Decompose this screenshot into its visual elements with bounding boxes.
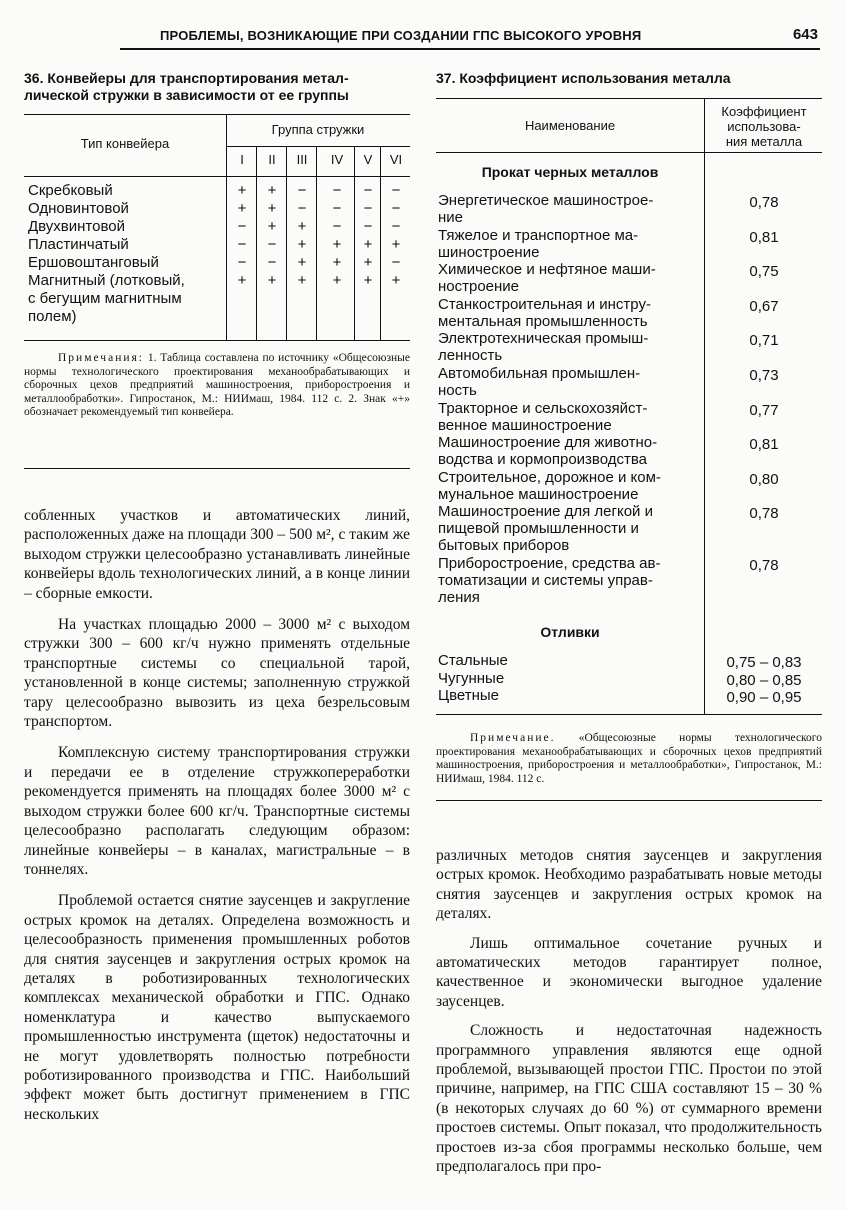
left-column-text [24, 506, 410, 1136]
table36-row-name: Двухвинтовой [28, 218, 125, 235]
table36-mark: + [237, 182, 247, 199]
table37-row-name: Стальные [438, 652, 508, 669]
table37-row-name: мунальное машиностроение [438, 485, 639, 503]
table37-row-value: 0,80 [749, 470, 779, 488]
table37-row-value: 0,75 [749, 263, 779, 281]
table36-row-name: полем) [28, 308, 77, 325]
table37-col-name: Наименование [524, 118, 616, 133]
table36-mark: − [237, 218, 247, 235]
table36-group-header: IV [330, 152, 344, 167]
table36-mark: + [332, 254, 342, 271]
table37-row-name: Цветные [438, 687, 500, 704]
table37-note-text: «Общесоюзные нормы технологического проектирования механообрабатывающих и сборочных цехов предприятий машиностроения, приборостроения и металлообработки», Гипростанок, М.: НИИмаш, 1984. 112 с. [436, 732, 822, 785]
table37-row-name: Тяжелое и транспортное ма- [438, 226, 639, 244]
table36-mark: + [297, 218, 307, 235]
table36-mark: − [391, 254, 401, 271]
running-header-title: ПРОБЛЕМЫ, ВОЗНИКАЮЩИЕ ПРИ СОЗДАНИИ ГПС ВЫСОКОГО УРОВНЯ [160, 28, 642, 43]
table37-row-value: 0,81 [749, 228, 779, 246]
table36-row-name: Ершовоштанговый [28, 254, 159, 271]
table37-row-name: ментальная промышленность [438, 312, 648, 330]
table36-note-label: Примечания: [58, 352, 144, 364]
table36-group-header: I [240, 152, 244, 167]
table36-mark: + [267, 182, 277, 199]
page-number: 643 [792, 26, 818, 43]
table37-row-value: 0,78 [749, 557, 779, 574]
table36-mark: + [297, 254, 307, 271]
table37-row-name: ность [438, 382, 477, 399]
table36-mark: + [363, 236, 373, 253]
table36-mark: − [237, 254, 247, 271]
right-paragraph-3: Сложность и недостаточная надежность программного управления являются еще одной проблемой, вызывающей простои ГПС. Простои по этой причине, например, на ГПС США составляют 15 – 30 % (в некоторых случаях до 60 %) от суммарного времени простоев системы. Опыт показал, что продолжительность простоев из-за сбоя программы несколько больше, чем предполагалось при про- [436, 1022, 822, 1176]
table37-row-name: Энергетическое машинострое- [438, 192, 654, 209]
table36-caption-line1: 36. Конвейеры для транспортирования метал- [24, 70, 349, 86]
left-paragraph-3: Комплексную систему транспортирования стружки и передачи ее в отделение стружкопереработки рекомендуется применять на площадях более 3000 м² с выходом стружки более 600 кг/ч. Транспортные системы целесообразно располагать следующим образом: линейные конвейеры – в каналах, магистральные – в тоннелях. [24, 744, 410, 878]
table36-row-name: Пластинчатый [28, 236, 129, 253]
table37-note [436, 732, 822, 786]
table36 [24, 114, 410, 344]
table37-row-name: пищевой промышленности и [438, 520, 639, 538]
table36-mark: + [297, 236, 307, 253]
table36-mark: − [237, 236, 247, 253]
table36-row-name: Магнитный (лотковый, [28, 272, 185, 289]
table37-row-name: бытовых приборов [438, 537, 570, 555]
table36-row-name: с бегущим магнитным [28, 290, 182, 307]
table37-row-name: Машиностроение для животно- [438, 434, 658, 452]
table37-row-name: ностроение [438, 278, 520, 296]
table37-row-value: 0,90 – 0,95 [726, 689, 802, 706]
table36-group-header: V [363, 152, 373, 167]
table37-row-name: венное машиностроение [438, 416, 612, 434]
table36-mark: − [267, 236, 277, 253]
table37-caption: 37. Коэффициент использования металла [436, 70, 731, 86]
table36-mark: + [237, 200, 247, 217]
table37-row-value: 0,80 – 0,85 [726, 671, 802, 689]
table36-mark: + [391, 236, 401, 253]
table37-row-name: Тракторное и сельскохозяйст- [438, 399, 648, 417]
table36-mark: − [332, 218, 342, 235]
table36-bottom-rule [24, 468, 410, 469]
table36-mark: + [363, 272, 373, 289]
table37-row-name: ние [438, 209, 464, 226]
table37-row-name: ленность [438, 347, 503, 365]
table36-mark: + [363, 254, 373, 271]
table36-mark: − [332, 200, 342, 217]
table36-mark: − [267, 254, 277, 271]
table36-group-header: III [296, 152, 308, 167]
table36-group-header: II [268, 152, 276, 167]
right-paragraph-1: различных методов снятия заусенцев и закругления острых кромок. Необходимо разрабатывать новые методы снятия заусенцев и закругления острых кромок на деталях. [436, 847, 822, 923]
table37-row-name: водства и кормопроизводства [438, 451, 648, 469]
table36-mark: − [332, 182, 342, 199]
table36-mark: + [391, 272, 401, 289]
table36-mark: − [363, 182, 373, 199]
table36-mark: − [297, 200, 307, 217]
table36-mark: + [297, 272, 307, 289]
table36-mark: + [267, 272, 277, 289]
left-paragraph-4: Проблемой остается снятие заусенцев и закругление острых кромок на деталях. Определена возможность и целесообразность применения промышленных роботов для снятия заусенцев и закругления острых кромок на деталях в роботизированных технологических комплексах механической обработки и ГПС. Однако номенклатура и качество выпускаемого промышленностью инструмента (щеток) недостаточны и не могут удовлетворять полностью потребности роботизированного производства и ГПС. Наибольший эффект может быть достигнут применением в ГПС нескольких [24, 892, 410, 1123]
table37-row-value: 0,81 [749, 436, 779, 454]
table37-row-name: Электротехническая промыш- [438, 330, 649, 348]
table37-row-name: ления [438, 589, 480, 606]
right-column-text [436, 846, 822, 1187]
table36-mark: + [332, 236, 342, 253]
left-paragraph-1: собленных участков и автоматических линий, расположенных даже на площади 300 – 500 м², с таким же выходом стружки целесообразно устанавливать линейные конвейеры вдоль технологических линий, а в конце линии – сборные емкости. [24, 507, 410, 602]
table37-section-rolled: Прокат черных металлов [481, 164, 659, 180]
table36-mark: + [267, 218, 277, 235]
table36-group-header: VI [389, 152, 403, 167]
table37-row-value: 0,78 [749, 194, 779, 211]
table37-row-name: Чугунные [438, 669, 505, 687]
table37-row-name: Автомобильная промышлен- [438, 365, 641, 382]
table37-section-castings: Отливки [540, 624, 600, 640]
table36-caption [24, 70, 414, 104]
table36-mark: − [363, 218, 373, 235]
table37-note-label: Примечание. [470, 732, 556, 744]
table37-row-value: 0,73 [749, 367, 779, 384]
table37-row-name: томатизации и системы управ- [438, 572, 653, 589]
table36-mark: − [297, 182, 307, 199]
table37-bottom-rule [436, 800, 822, 801]
table37-row-name: Химическое и нефтяное маши- [438, 261, 656, 279]
table37-row-name: Станкостроительная и инстру- [438, 295, 651, 313]
table37-row-value: 0,78 [749, 505, 779, 523]
table37-row-value: 0,67 [749, 297, 779, 315]
left-paragraph-2: На участках площадью 2000 – 3000 м² с выходом стружки 300 – 600 кг/ч нужно применять отдельные транспортные системы со специальной тарой, установленной в конце системы; заполненную стружкой тару целесообразно вывозить из цеха безрельсовым транспортом. [24, 616, 410, 731]
running-header [120, 26, 820, 50]
right-paragraph-2: Лишь оптимальное сочетание ручных и автоматических методов гарантирует полное, качественное и экономически выгодное удаление заусенцев. [436, 934, 822, 1010]
table36-col-type: Тип конвейера [80, 136, 170, 151]
table36-mark: + [237, 272, 247, 289]
table36-caption-line2: лической стружки в зависимости от ее группы [24, 87, 349, 103]
table36-mark: + [267, 200, 277, 217]
table36-mark: − [391, 218, 401, 235]
table36-note-text: 1. Таблица составлена по источнику «Общесоюзные нормы технологического проектирования механообрабатывающих и сборочных цехов предприятий машиностроения, приборостроения и металлообработки». Гипростанок, М.: НИИмаш, 1984. 112 с. 2. Знак «+» обозначает рекомендуемый тип конвейера. [24, 352, 410, 418]
table37-row-value: 0,75 – 0,83 [726, 654, 802, 671]
table36-row-name: Одновинтовой [28, 200, 129, 217]
table36-note [24, 352, 410, 420]
table36-mark: − [391, 182, 401, 199]
table36-mark: + [332, 272, 342, 289]
table36-row-name: Скребковый [28, 182, 113, 199]
table37-row-name: шиностроение [438, 243, 540, 261]
table36-col-group: Группа стружки [271, 122, 365, 137]
table37-row-name: Машиностроение для легкой и [438, 503, 653, 521]
table37-row-name: Приборостроение, средства ав- [438, 555, 661, 572]
table36-mark: − [363, 200, 373, 217]
table37-row-value: 0,77 [749, 401, 779, 419]
table37-col-coef: Коэффициент использова- ния металла [721, 104, 807, 149]
table37-row-name: Строительное, дорожное и ком- [438, 468, 661, 486]
table37 [436, 98, 822, 718]
table36-mark: − [391, 200, 401, 217]
table37-row-value: 0,71 [749, 332, 779, 350]
